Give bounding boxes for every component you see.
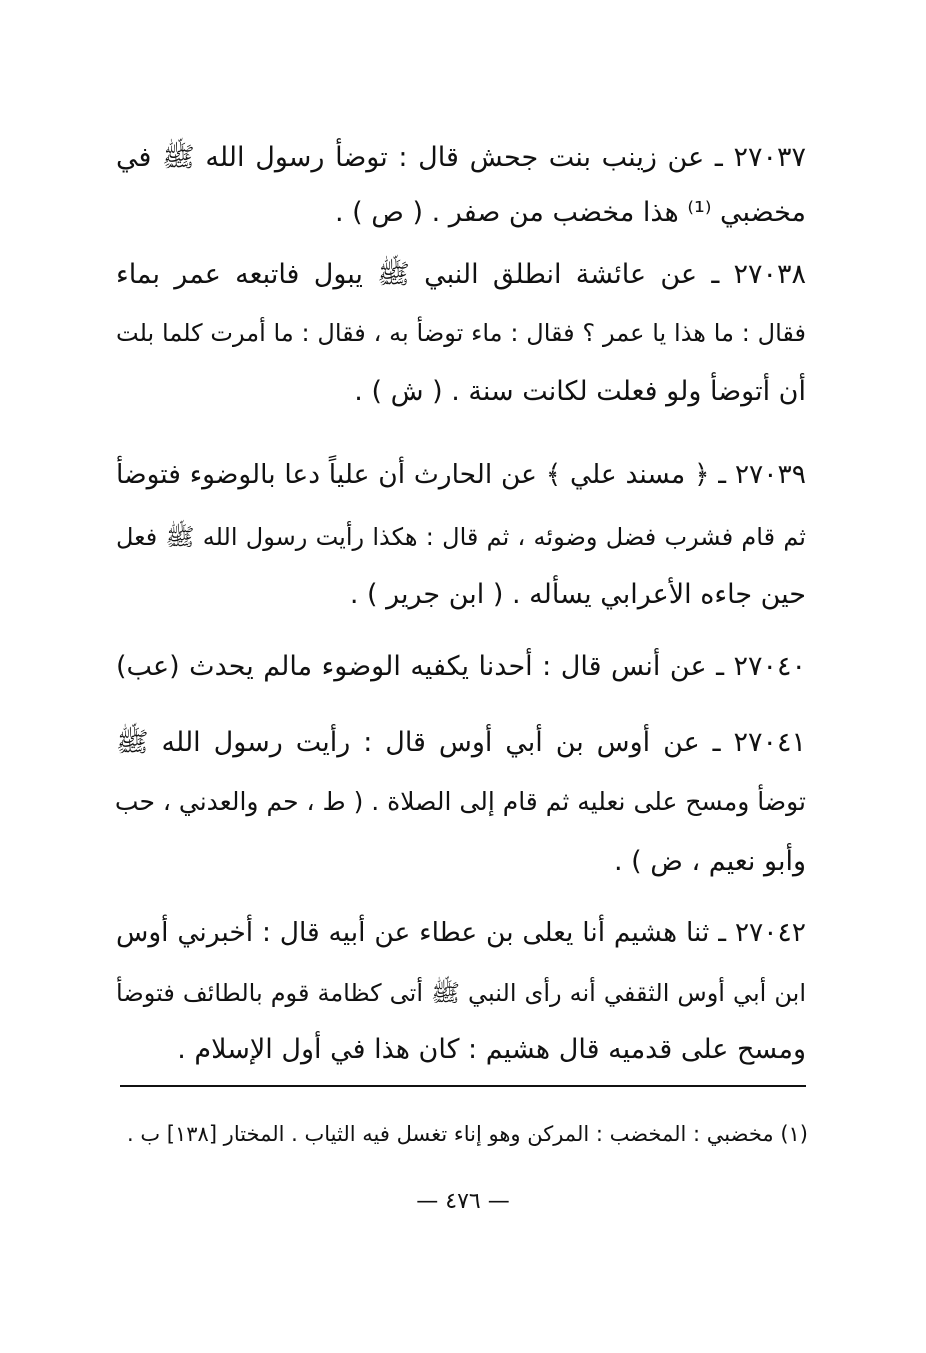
hadith-27042-line-1: ٢٧٠٤٢ ـ ثنا هشيم أنا يعلى بن عطاء عن أبيه قال : أخبرني أوس bbox=[116, 917, 806, 948]
hadith-27038-line-1: ٢٧٠٣٨ ـ عن عائشة انطلق النبي ﷺ يبول فاتبعه عمر بماء bbox=[116, 259, 806, 290]
footnote-divider bbox=[120, 1085, 806, 1087]
hadith-27041-line-1: ٢٧٠٤١ ـ عن أوس بن أبي أوس قال : رأيت رسول الله ﷺ bbox=[116, 727, 806, 758]
hadith-27041-line-3: وأبو نعيم ، ض ) . bbox=[613, 846, 806, 877]
hadith-27042-line-3: ومسح على قدميه قال هشيم : كان هذا في أول الإسلام . bbox=[177, 1034, 806, 1065]
hadith-27040-line-1: ٢٧٠٤٠ ـ عن أنس قال : أحدنا يكفيه الوضوء مالم يحدث (عب) bbox=[116, 651, 806, 682]
hadith-27037-line-2: مخضبي ⁽¹⁾ هذا مخضب من صفر . ( ص ) . bbox=[335, 197, 806, 228]
hadith-27039-line-1: ٢٧٠٣٩ ـ ﴿ مسند علي ﴾ عن الحارث أن علياً دعا بالوضوء فتوضأ bbox=[116, 459, 806, 490]
hadith-27039-line-3: حين جاءه الأعرابي يسأله . ( ابن جرير ) . bbox=[349, 579, 806, 610]
hadith-27038-line-2: فقال : ما هذا يا عمر ؟ فقال : ماء توضأ به ، فقال : ما أمرت كلما بلت bbox=[116, 319, 806, 347]
page-number: — ٤٧٦ — bbox=[416, 1189, 510, 1214]
hadith-27039-line-2: ثم قام فشرب فضل وضوئه ، ثم قال : هكذا رأيت رسول الله ﷺ فعل bbox=[116, 523, 806, 551]
hadith-27041-line-2: توضأ ومسح على نعليه ثم قام إلى الصلاة . ( ط ، حم والعدني ، حب bbox=[114, 787, 806, 816]
footnote: (١) مخضبي : المخضب : المركن وهو إناء تغسل فيه الثياب . المختار [١٣٨] ب . bbox=[126, 1122, 808, 1146]
hadith-27037-line-1: ٢٧٠٣٧ ـ عن زينب بنت جحش قال : توضأ رسول الله ﷺ في bbox=[116, 142, 806, 173]
hadith-27038-line-3: أن أتوضأ ولو فعلت لكانت سنة . ( ش ) . bbox=[354, 376, 806, 407]
hadith-27042-line-2: ابن أبي أوس الثقفي أنه رأى النبي ﷺ أتى كظامة قوم بالطائف فتوضأ bbox=[116, 979, 806, 1007]
